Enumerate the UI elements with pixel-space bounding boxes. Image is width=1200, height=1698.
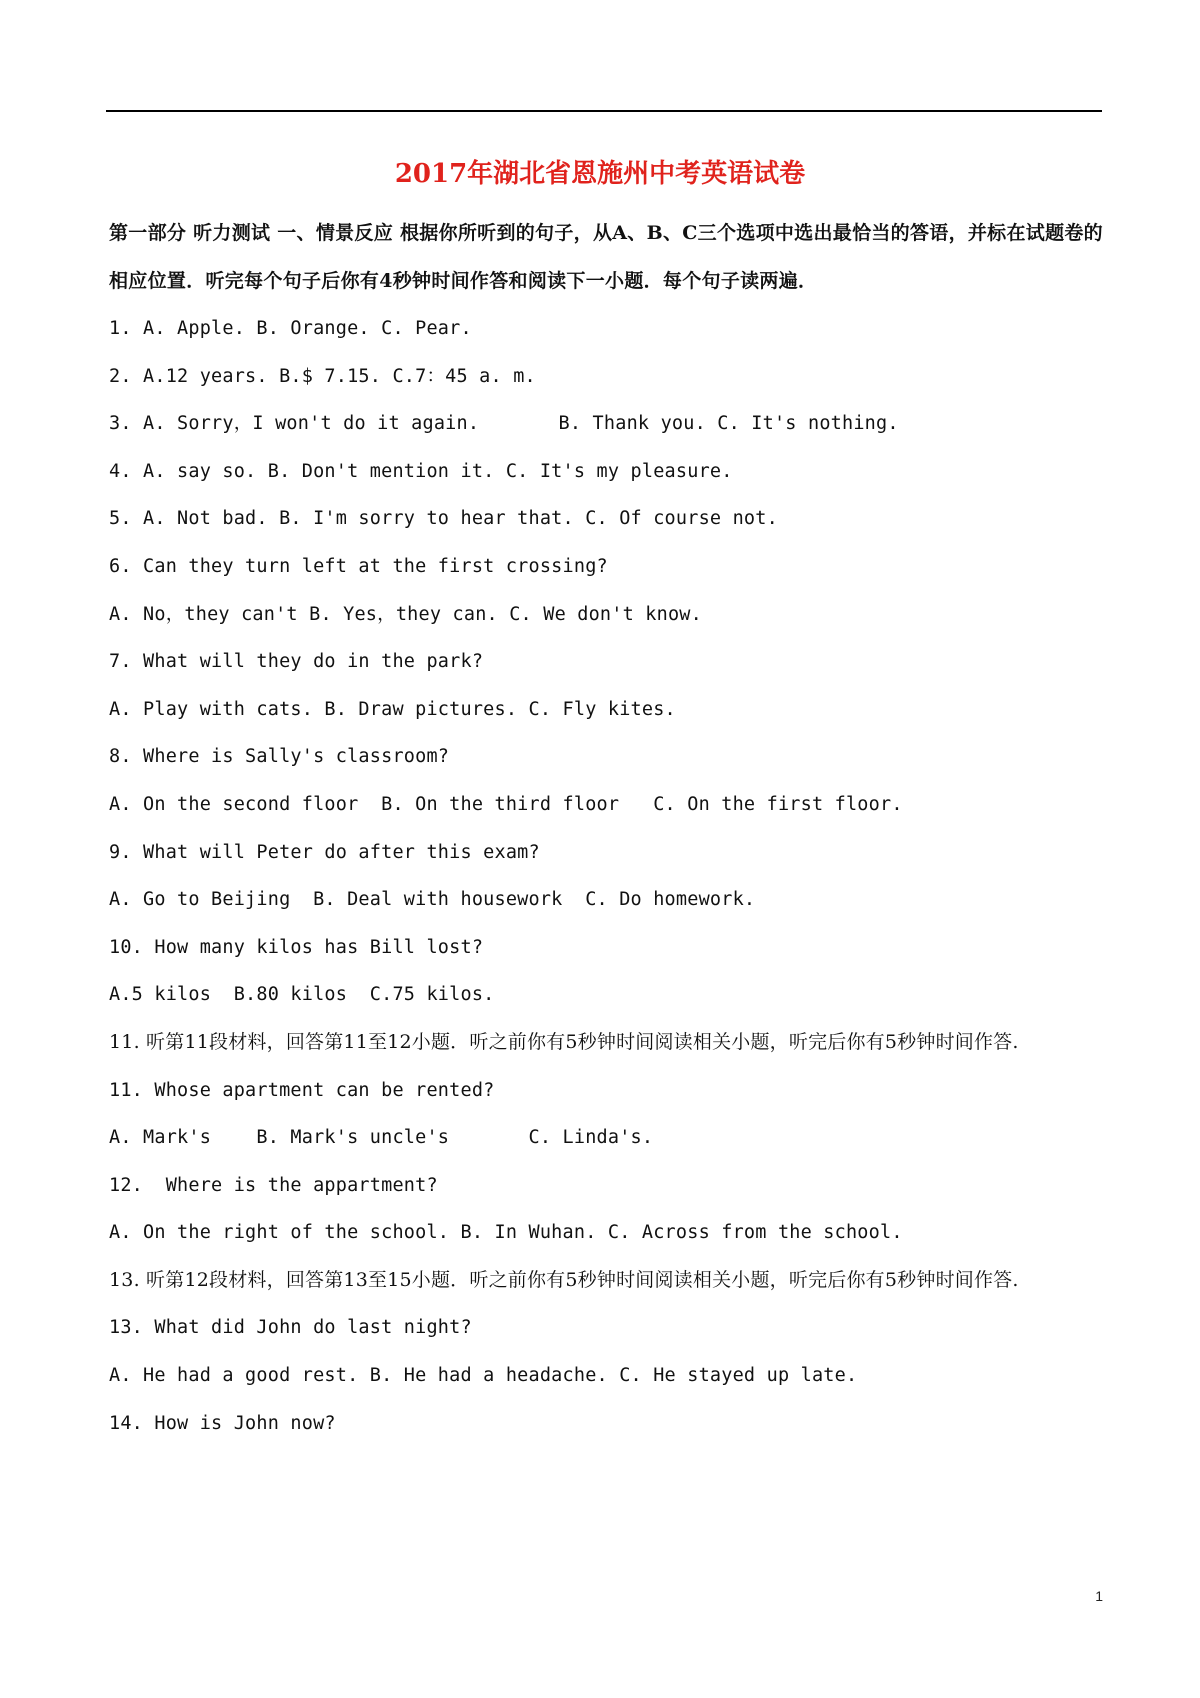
question-line-4: 4. A. say so. B. Don't mention it. C. It's my pleasure. xyxy=(109,460,733,482)
exam-content xyxy=(109,210,1103,1447)
listening-instruction-11: 11. 听第11段材料，回答第11至12小题．听之前你有5秒钟时间阅读相关小题，听完后你有5秒钟时间作答. xyxy=(109,1030,1019,1053)
question-line-12: 12. Where is the appartment? xyxy=(109,1174,438,1196)
question-line-5: 5. A. Not bad. B. I'm sorry to hear that. C. Of course not. xyxy=(109,508,778,530)
question-line-10: 10. How many kilos has Bill lost? xyxy=(109,936,484,958)
question-line-7: 7. What will they do in the park? xyxy=(109,651,484,673)
answer-options-8: A. On the second floor B. On the third floor C. On the first floor. xyxy=(109,793,903,815)
answer-options-9: A. Go to Beijing B. Deal with housework C. Do homework. xyxy=(109,889,756,911)
question-line-1: 1. A. Apple. B. Orange. C. Pear. xyxy=(109,318,472,339)
answer-options-6: A. No，they can't B. Yes，they can. C. We don't know. xyxy=(109,603,702,625)
answer-options-12: A. On the right of the school. B. In Wuhan. C. Across from the school. xyxy=(109,1222,903,1244)
question-line-11: 11. Whose apartment can be rented? xyxy=(109,1079,495,1101)
answer-options-11: A. Mark's B. Mark's uncle's C. Linda's. xyxy=(109,1127,654,1149)
page-title: 2017年湖北省恩施州中考英语试卷 xyxy=(394,159,806,189)
header-rule xyxy=(106,110,1102,112)
answer-options-10: A.5 kilos B.80 kilos C.75 kilos. xyxy=(109,984,495,1006)
section-instruction: 第一部分 听力测试 一、情景反应 根据你所听到的句子，从A、B、C三个选项中选出最恰当的答语，并标在试题卷的相应位置．听完每个句子后你有4秒钟时间作答和阅读下一小题．每个句子读两遍． xyxy=(109,222,1103,292)
question-line-9: 9. What will Peter do after this exam? xyxy=(109,841,540,863)
listening-instruction-13: 13. 听第12段材料，回答第13至15小题．听之前你有5秒钟时间阅读相关小题，听完后你有5秒钟时间作答. xyxy=(109,1268,1019,1291)
question-line-13: 13. What did John do last night? xyxy=(109,1317,472,1339)
page-number: 1 xyxy=(1095,1588,1103,1604)
question-line-2: 2. A.12 years. B.$ 7.15. C.7：45 a. m. xyxy=(109,365,536,387)
question-line-6: 6. Can they turn left at the first crossing? xyxy=(109,555,608,577)
answer-options-13: A. He had a good rest. B. He had a headache. C. He stayed up late. xyxy=(109,1365,858,1387)
question-line-14: 14. How is John now? xyxy=(109,1412,336,1434)
question-line-8: 8. Where is Sally's classroom? xyxy=(109,746,450,768)
question-line-3: 3. A. Sorry，I won't do it again. B. Thank you. C. It's nothing. xyxy=(109,413,899,435)
answer-options-7: A. Play with cats. B. Draw pictures. C. Fly kites. xyxy=(109,698,676,720)
